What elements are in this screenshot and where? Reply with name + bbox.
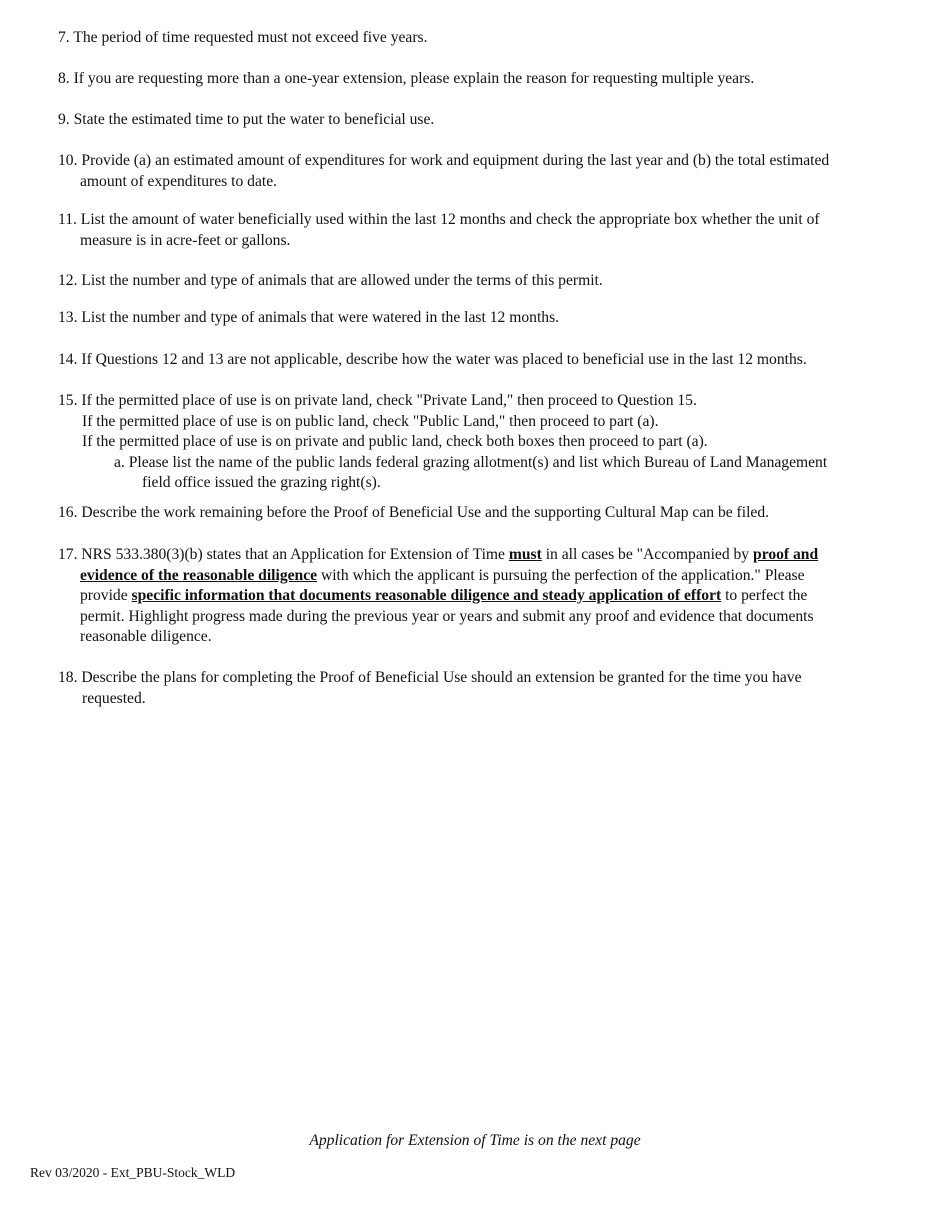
- instruction-15-line-3: If the permitted place of use is on private and public land, check both boxes then proceed to part (a).: [82, 433, 708, 450]
- instruction-8-text: 8. If you are requesting more than a one-year extension, please explain the reason for requesting multiple years.: [58, 70, 755, 87]
- revision-label: Rev 03/2020 - Ext_PBU-Stock_WLD: [30, 1165, 236, 1180]
- instruction-10-line-1: 10. Provide (a) an estimated amount of expenditures for work and equipment during the last year and (b) the total estimated: [58, 152, 830, 169]
- instruction-17-emphasis-specific-info: specific information that documents reasonable diligence and steady application of effort: [131, 587, 722, 604]
- instruction-17-text-1: 17. NRS 533.380(3)(b) states that an Application for Extension of Time: [58, 546, 509, 563]
- instruction-17-line-2: [58, 566, 908, 587]
- instruction-15-part-a-line-2: field office issued the grazing right(s).: [142, 474, 381, 491]
- instruction-10-line-2: amount of expenditures to date.: [80, 172, 278, 190]
- instruction-17-line-5: reasonable diligence.: [80, 628, 212, 645]
- instruction-14-text: 14. If Questions 12 and 13 are not applicable, describe how the water was placed to beneficial use in the last 12 months.: [58, 351, 807, 368]
- instruction-15: [58, 391, 908, 494]
- instruction-17-text-2: in all cases be "Accompanied by: [541, 546, 754, 563]
- instruction-18: [58, 668, 908, 709]
- instruction-17-emphasis-evidence: evidence of the reasonable diligence: [80, 566, 318, 584]
- instruction-18-line-2: requested.: [82, 689, 146, 707]
- instruction-11: [58, 210, 908, 251]
- instruction-12-text: 12. List the number and type of animals that are allowed under the terms of this permit.: [58, 272, 603, 289]
- instruction-17-emphasis-must: must: [508, 546, 542, 563]
- instruction-18-line-1: 18. Describe the plans for completing the Proof of Beneficial Use should an extension be granted for the time you have: [58, 669, 802, 686]
- instruction-17-line-3: [58, 586, 908, 607]
- instruction-17: [58, 545, 908, 648]
- instruction-11-line-1: 11. List the amount of water beneficially used within the last 12 months and check the appropriate box whether the unit of: [58, 211, 820, 228]
- instruction-15-line-2: If the permitted place of use is on public land, check "Public Land," then proceed to part (a).: [82, 412, 659, 430]
- instruction-15-part-a: [58, 453, 908, 494]
- instruction-15-part-a-line-1: a. Please list the name of the public lands federal grazing allotment(s) and list which Bureau of Land Management: [114, 453, 828, 471]
- instruction-14: [58, 350, 908, 371]
- instruction-13-text: 13. List the number and type of animals that were watered in the last 12 months.: [58, 309, 560, 326]
- instruction-9: [58, 110, 908, 131]
- instruction-16: [58, 503, 908, 524]
- instruction-7: [58, 28, 908, 49]
- instruction-12: [58, 271, 908, 292]
- instruction-15-line-1: 15. If the permitted place of use is on private land, check "Private Land," then proceed to Question 15.: [58, 392, 697, 409]
- instruction-17-emphasis-proof: proof and: [753, 546, 819, 563]
- instruction-17-text-4: provide: [80, 587, 132, 604]
- next-page-note: Application for Extension of Time is on the next page: [309, 1132, 641, 1149]
- instruction-17-text-3: with which the applicant is pursuing the perfection of the application." Please: [317, 566, 805, 584]
- instruction-16-text: 16. Describe the work remaining before the Proof of Beneficial Use and the supporting Cultural Map can be filed.: [58, 504, 770, 521]
- instruction-9-text: 9. State the estimated time to put the water to beneficial use.: [58, 111, 435, 128]
- instruction-8: [58, 69, 908, 90]
- instruction-7-text: 7. The period of time requested must not exceed five years.: [58, 29, 428, 46]
- instruction-17-line-4: permit. Highlight progress made during the previous year or years and submit any proof and evidence that documents: [80, 607, 814, 625]
- instruction-13: [58, 308, 908, 329]
- instruction-17-text-5: to perfect the: [721, 587, 808, 604]
- instruction-17-line-1: [58, 545, 908, 566]
- instruction-11-line-2: measure is in acre-feet or gallons.: [80, 231, 291, 249]
- instruction-10: [58, 151, 908, 192]
